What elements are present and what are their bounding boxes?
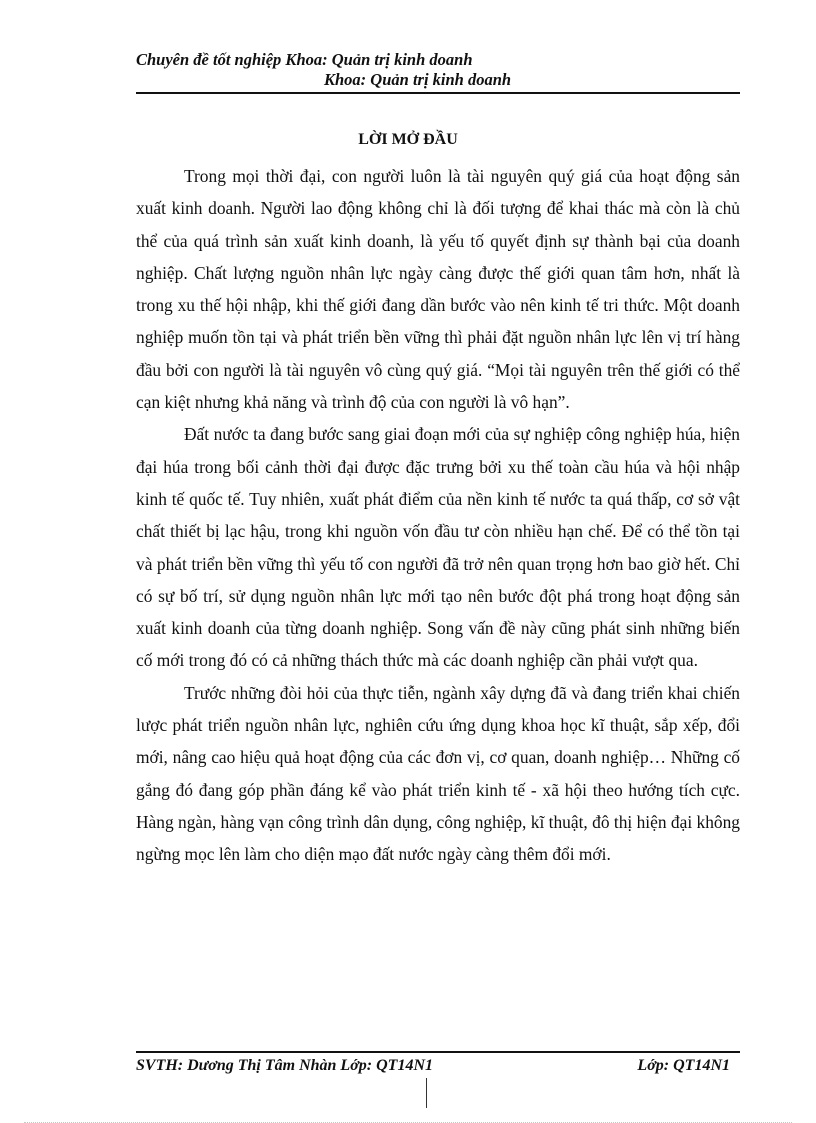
header-divider bbox=[136, 92, 740, 94]
cursor-mark bbox=[426, 1078, 427, 1108]
paragraph-3: Trước những đòi hỏi của thực tiễn, ngành xây dựng đã và đang triển khai chiến lược phát triển nguồn nhân lực, nghiên cứu ứng dụng khoa học kĩ thuật, sắp xếp, đổi mới, nâng cao hiệu quả hoạt động của các đơn vị, cơ quan, doanh nghiệp… Những cố gắng đó đang góp phần đáng kể vào phát triển kinh tế - xã hội theo hướng tích cực. Hàng ngàn, hàng vạn công trình dân dụng, công nghiệp, kĩ thuật, đô thị hiện đại không ngừng mọc lên làm cho diện mạo đất nước ngày càng thêm đổi mới. bbox=[136, 682, 740, 865]
header-title: Chuyên đề tốt nghiệp Khoa: Quản trị kinh doanh bbox=[136, 50, 473, 69]
page-footer bbox=[136, 1048, 740, 1088]
paragraph-1: Trong mọi thời đại, con người luôn là tài nguyên quý giá của hoạt động sản xuất kinh doanh. Người lao động không chỉ là đối tượng để khai thác mà còn là chủ thể của quá trình sản xuất kinh doanh, là yếu tố quyết định sự thành bại của doanh nghiệp. Chất lượng nguồn nhân lực ngày càng được thế giới quan tâm hơn, nhất là trong xu thế hội nhập, khi thế giới đang dần bước vào nên kinh tế tri thức. Một doanh nghiệp muốn tồn tại và phát triển bền vững thì phải đặt nguồn nhân lực lên vị trí hàng đầu bởi con người là tài nguyên vô cùng quý giá. “Mọi tài nguyên trên thế giới có thể cạn kiệt nhưng khả năng và trình độ của con người là vô hạn”. bbox=[136, 166, 740, 413]
document-body bbox=[136, 160, 740, 871]
footer-divider bbox=[136, 1051, 740, 1053]
header-subtitle: Khoa: Quản trị kinh doanh bbox=[324, 70, 512, 89]
document-title: LỜI MỞ ĐẦU bbox=[358, 131, 458, 148]
footer-student-info: SVTH: Dương Thị Tâm Nhàn Lớp: QT14N1 bbox=[136, 1057, 433, 1074]
paragraph-2: Đất nước ta đang bước sang giai đoạn mới của sự nghiệp công nghiệp húa, hiện đại húa trong bối cảnh thời đại được đặc trưng bởi xu thế toàn cầu húa và hội nhập kinh tế quốc tế. Tuy nhiên, xuất phát điểm của nền kinh tế nước ta quá thấp, cơ sở vật chất thiết bị lạc hậu, trong khi nguồn vốn đầu tư còn nhiều hạn chế. Để có thể tồn tại và phát triển bền vững thì yếu tố con người đã trở nên quan trọng hơn bao giờ hết. Chỉ có sự bố trí, sử dụng nguồn nhân lực mới tạo nên bước đột phá trong hoạt động sản xuất kinh doanh của từng doanh nghiệp. Song vấn đề này cũng phát sinh những biến cố mới trong đó có cả những thách thức mà các doanh nghiệp cần phải vượt qua. bbox=[136, 424, 740, 671]
footer-class-info: Lớp: QT14N1 bbox=[637, 1057, 730, 1074]
page-header bbox=[136, 46, 740, 96]
